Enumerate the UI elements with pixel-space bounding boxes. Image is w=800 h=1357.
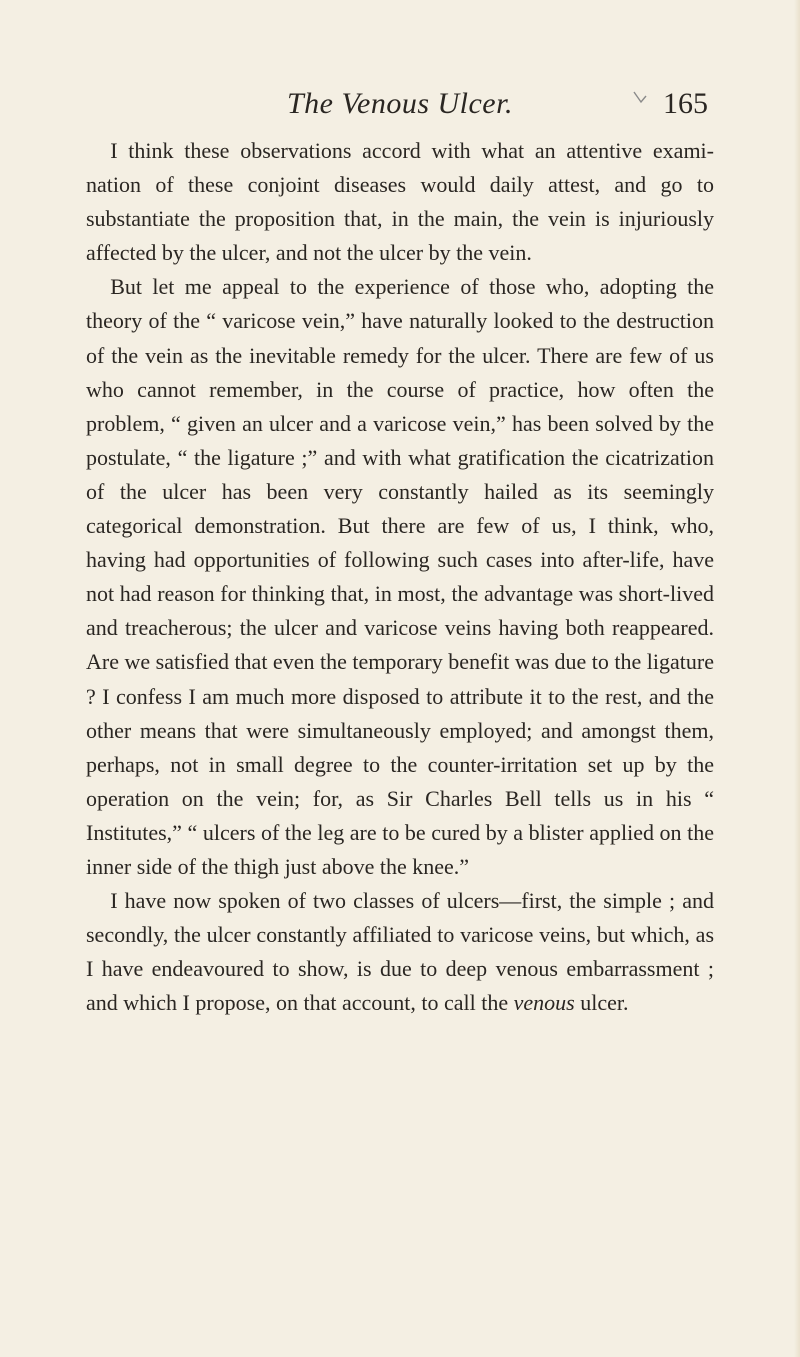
ink-mark-icon	[632, 90, 650, 112]
page-edge	[794, 0, 800, 1357]
paragraph-3	[86, 884, 714, 1020]
page-number: 165	[663, 87, 708, 120]
emphasized-word: venous	[513, 990, 575, 1016]
paragraph-1: I think these observations accord with what an attentive examination of these conjoint diseases would daily attest, and go to substantiate the proposition that, in the main, the vein is injuriously affected by the ulcer, and not the ulcer by the vein.	[86, 138, 714, 266]
paragraph-2: But let me appeal to the experience of those who, adopting the theory of the “ varicose vein,” have naturally looked to the destruction of the vein as the inevitable remedy for the ulcer. There are few of us who cannot remember, in the course of practice, how often the problem, “ given an ulcer and a varicose vein,” has been solved by the postulate, “ the ligature ;” and with what gratification the cicatrization of the ulcer has been very constantly hailed as its seemingly categorical demonstration. But there are few of us, I think, who, having had opportunities of following such cases into after-life, have not had reason for thinking that, in most, the advantage was short-lived and treacherous; the ulcer and varicose veins having both reappeared. Are we satisfied that even the temporary benefit was due to the ligature ? I confess I am much more disposed to attribute it to the rest, and the other means that were simultaneously employed; and amongst them, perhaps, not in small degree to the counter-irritation set up by the operation on the vein; for, as Sir Charles Bell tells us in his “ Institutes,” “ ulcers of the leg are to be cured by a blister applied on the inner side of the thigh just above the knee.”	[86, 274, 714, 879]
running-title: The Venous Ulcer.	[287, 87, 513, 120]
running-header	[0, 82, 800, 126]
body-text	[86, 134, 714, 1020]
paragraph-3-tail: ulcer.	[574, 990, 629, 1016]
paragraph-3-text: I have now spoken of two classes of ulcers—first, the simple ; and secondly, the ulcer constantly affiliated to varicose veins, but which, as I have endeavoured to show, is due to deep venous embarrassment ; and which I propose, on that account, to call the	[86, 888, 714, 1016]
